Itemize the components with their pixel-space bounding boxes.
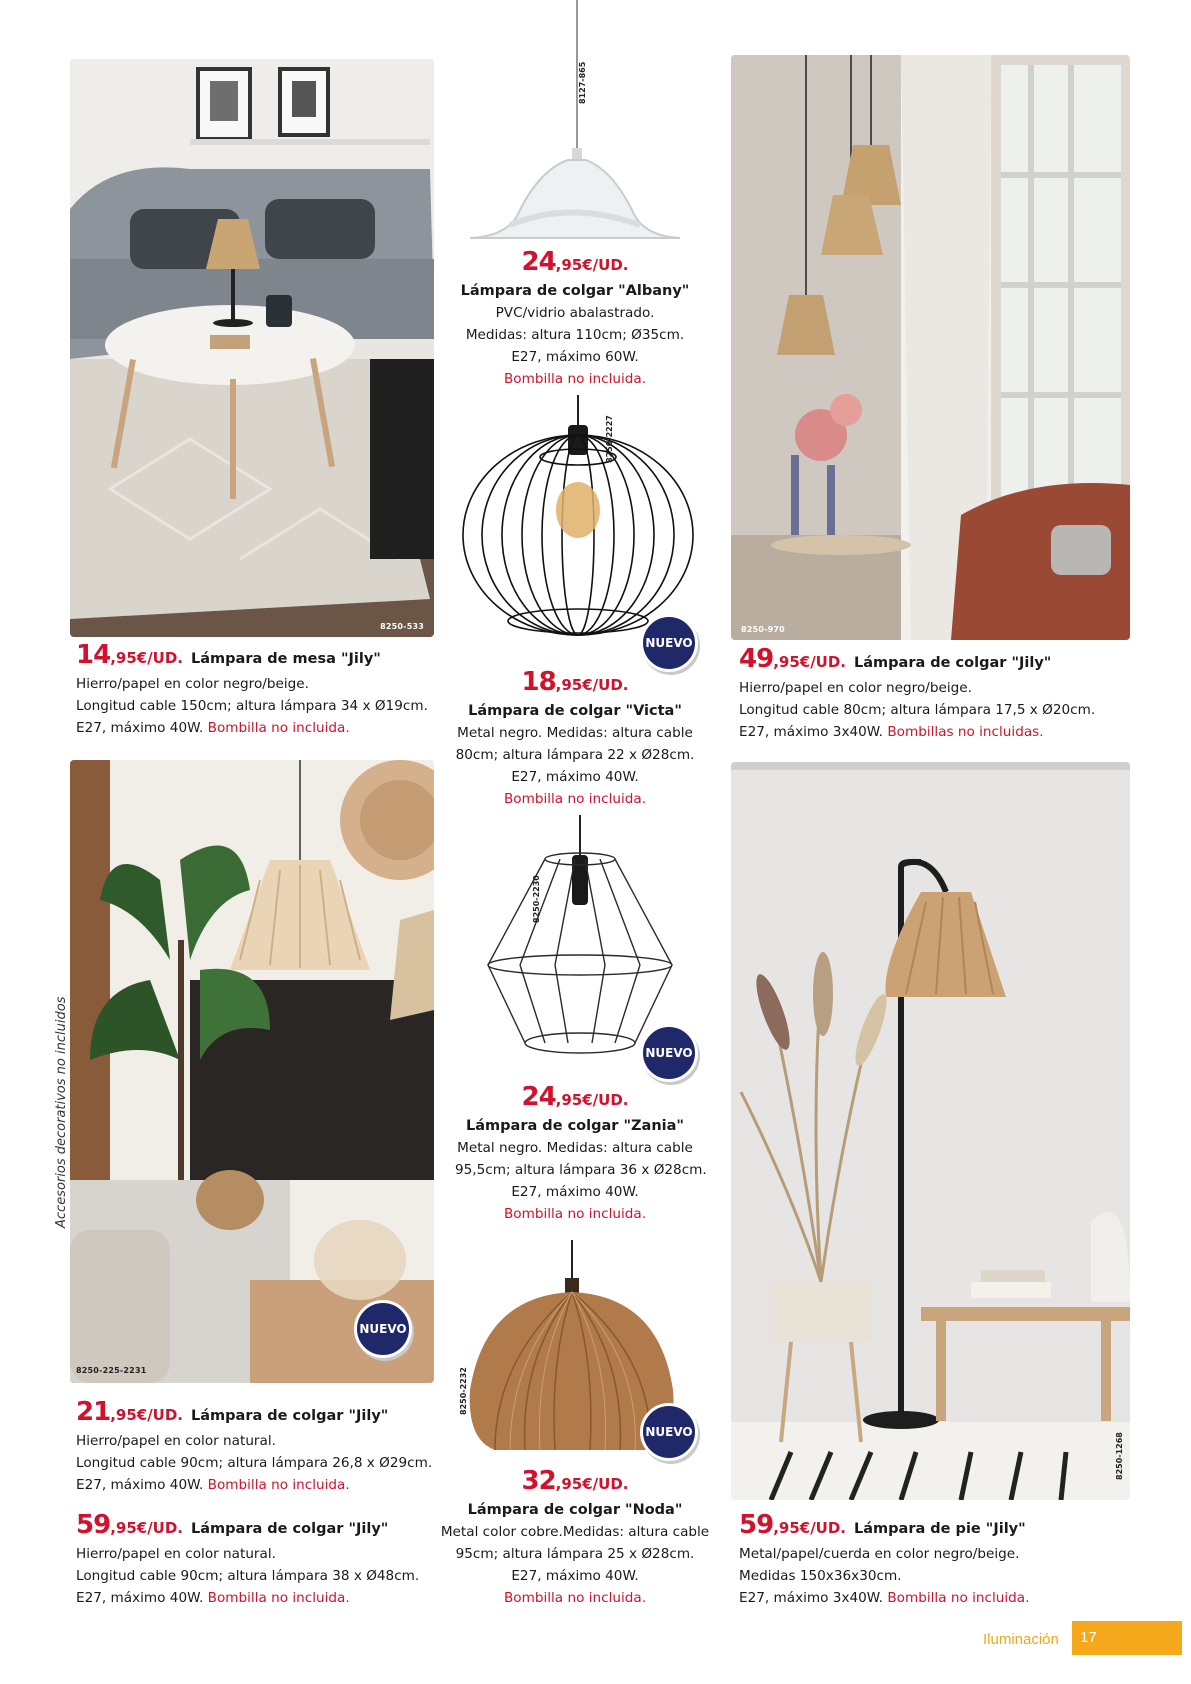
price: [455, 248, 695, 280]
bulb-note: Bombilla no incluida.: [503, 371, 647, 387]
product-name: Lámpara de colgar "Noda": [467, 1502, 683, 1518]
product-code-label: 8250-2230: [532, 875, 541, 923]
product-description-line: Hierro/papel en color negro/beige.: [739, 680, 972, 696]
bulb-note: Bombilla no incluida.: [503, 1590, 647, 1606]
product-description-line: Medidas 150x36x30cm.: [739, 1568, 902, 1584]
product-spec: E27, máximo 40W.: [76, 1590, 204, 1606]
living-room-illustration: [70, 59, 434, 637]
product-code-label: 8250-533: [380, 622, 424, 631]
price-integer: 24: [521, 1082, 556, 1112]
bulb-note: Bombilla no incluida.: [207, 720, 350, 736]
product-description-line: E27, máximo 40W.: [511, 769, 639, 785]
photo-rattan-pendant-living-room: [70, 760, 434, 1383]
product-description-line: Hierro/papel en color natural.: [76, 1433, 276, 1449]
price-decimal: ,95€/UD.: [555, 256, 629, 274]
new-badge: NUEVO: [640, 1403, 698, 1461]
price: [739, 1511, 1139, 1543]
product-name: Lámpara de colgar "Victa": [468, 703, 682, 719]
bulb-note: Bombilla no incluida.: [207, 1477, 350, 1493]
price-integer: 18: [521, 667, 556, 697]
product-name: Lámpara de colgar "Zania": [466, 1118, 684, 1134]
product-description-line: 80cm; altura lámpara 22 x Ø28cm.: [455, 747, 695, 763]
bulb-note: Bombillas no incluidas.: [887, 724, 1044, 740]
price: [76, 1398, 456, 1430]
floor-lamp-illustration: [731, 762, 1130, 1500]
product-description-line: E27, máximo 60W.: [511, 349, 639, 365]
price-integer: 59: [739, 1510, 774, 1540]
product-zania: [455, 1082, 707, 1225]
price: [455, 668, 695, 700]
side-note-accessories: Accesorios decorativos no incluidos: [54, 996, 69, 1228]
product-colgar-jily-59: [76, 1511, 456, 1609]
product-spec: E27, máximo 3x40W.: [739, 1590, 883, 1606]
product-code-label: 8127-865: [578, 61, 587, 104]
product-spec: E27, máximo 40W.: [76, 1477, 204, 1493]
price-decimal: ,95€/UD.: [555, 1475, 629, 1493]
price: [455, 1083, 695, 1115]
price: [739, 645, 1139, 677]
product-description-line: Longitud cable 80cm; altura lámpara 17,5 x Ø20cm.: [739, 702, 1096, 718]
product-description-line: E27, máximo 40W.: [511, 1184, 639, 1200]
price: [76, 1511, 456, 1543]
product-description-line: E27, máximo 40W.: [511, 1568, 639, 1584]
bulb-note: Bombilla no incluida.: [207, 1590, 350, 1606]
product-colgar-jily-49: [739, 645, 1139, 743]
product-description-line: Medidas: altura 110cm; Ø35cm.: [465, 327, 685, 343]
photo-room-pendant-lamps: [731, 55, 1130, 640]
product-name: Lámpara de colgar "Albany": [460, 283, 690, 299]
product-code-label: 8250-2227: [605, 415, 614, 463]
new-badge: NUEVO: [354, 1300, 412, 1358]
photo-floor-lamp: [731, 762, 1130, 1500]
price-decimal: ,95€/UD.: [773, 653, 847, 671]
bulb-note: Bombilla no incluida.: [887, 1590, 1030, 1606]
product-description-line: 95,5cm; altura lámpara 36 x Ø28cm.: [455, 1162, 707, 1178]
product-description-line: 95cm; altura lámpara 25 x Ø28cm.: [455, 1546, 695, 1562]
price-integer: 14: [76, 640, 111, 670]
price-integer: 49: [739, 644, 774, 674]
section-label: Iluminación: [983, 1631, 1059, 1648]
price-decimal: ,95€/UD.: [110, 649, 184, 667]
product-victa: [455, 668, 695, 810]
pendant-room-illustration: [731, 55, 1130, 640]
bulb-note: Bombilla no incluida.: [503, 791, 647, 807]
photo-living-room-table-lamp: [70, 59, 434, 637]
product-code-label: 8250-1268: [1115, 1432, 1124, 1480]
product-description-line: Metal color cobre.Medidas: altura cable: [440, 1524, 710, 1540]
product-description-line: Hierro/papel en color negro/beige.: [76, 676, 309, 692]
product-description-line: Metal negro. Medidas: altura cable: [457, 725, 693, 741]
product-description-line: Longitud cable 90cm; altura lámpara 38 x Ø48cm.: [76, 1568, 420, 1584]
product-albany: [455, 248, 695, 390]
product-image-albany: [470, 0, 680, 250]
rattan-pendant-illustration: [70, 760, 434, 1383]
price: [430, 1467, 720, 1499]
product-code-label: 8250-970: [741, 625, 785, 634]
product-name: Lámpara de pie "Jily": [854, 1521, 1026, 1537]
product-name: Lámpara de colgar "Jily": [191, 1408, 389, 1424]
price-integer: 24: [521, 247, 556, 277]
product-mesa-jily: [76, 641, 456, 739]
price-integer: 59: [76, 1510, 111, 1540]
product-description-line: [76, 1587, 456, 1609]
price-decimal: ,95€/UD.: [555, 1091, 629, 1109]
product-code-label: 8250-225-2231: [76, 1366, 147, 1375]
price-decimal: ,95€/UD.: [110, 1519, 184, 1537]
product-pie-jily: [739, 1511, 1139, 1609]
product-description-line: [76, 1474, 456, 1496]
price-decimal: ,95€/UD.: [555, 676, 629, 694]
product-noda: [430, 1467, 720, 1609]
product-name: Lámpara de colgar "Jily": [191, 1521, 389, 1537]
product-description-line: Hierro/papel en color natural.: [76, 1546, 276, 1562]
product-code-label: 8250-2232: [459, 1367, 468, 1415]
product-description-line: Longitud cable 150cm; altura lámpara 34 x Ø19cm.: [76, 698, 428, 714]
product-description-line: Metal/papel/cuerda en color negro/beige.: [739, 1546, 1020, 1562]
product-spec: E27, máximo 40W.: [76, 720, 204, 736]
product-description-line: Longitud cable 90cm; altura lámpara 26,8 x Ø29cm.: [76, 1455, 433, 1471]
product-colgar-jily-21: [76, 1398, 456, 1496]
product-name: Lámpara de mesa "Jily": [191, 651, 381, 667]
product-spec: E27, máximo 3x40W.: [739, 724, 883, 740]
product-description-line: [739, 721, 1139, 743]
glass-pendant-lamp-illustration: [470, 0, 680, 250]
new-badge: NUEVO: [640, 614, 698, 672]
product-name: Lámpara de colgar "Jily": [854, 655, 1052, 671]
price-integer: 32: [521, 1466, 556, 1496]
bulb-note: Bombilla no incluida.: [503, 1206, 647, 1222]
product-description-line: [76, 717, 456, 739]
price-integer: 21: [76, 1397, 111, 1427]
product-description-line: Metal negro. Medidas: altura cable: [457, 1140, 693, 1156]
new-badge: NUEVO: [640, 1024, 698, 1082]
price-decimal: ,95€/UD.: [110, 1406, 184, 1424]
price-decimal: ,95€/UD.: [773, 1519, 847, 1537]
price: [76, 641, 456, 673]
product-description-line: PVC/vidrio abalastrado.: [495, 305, 655, 321]
page-number: 17: [1072, 1621, 1182, 1655]
product-description-line: [739, 1587, 1139, 1609]
